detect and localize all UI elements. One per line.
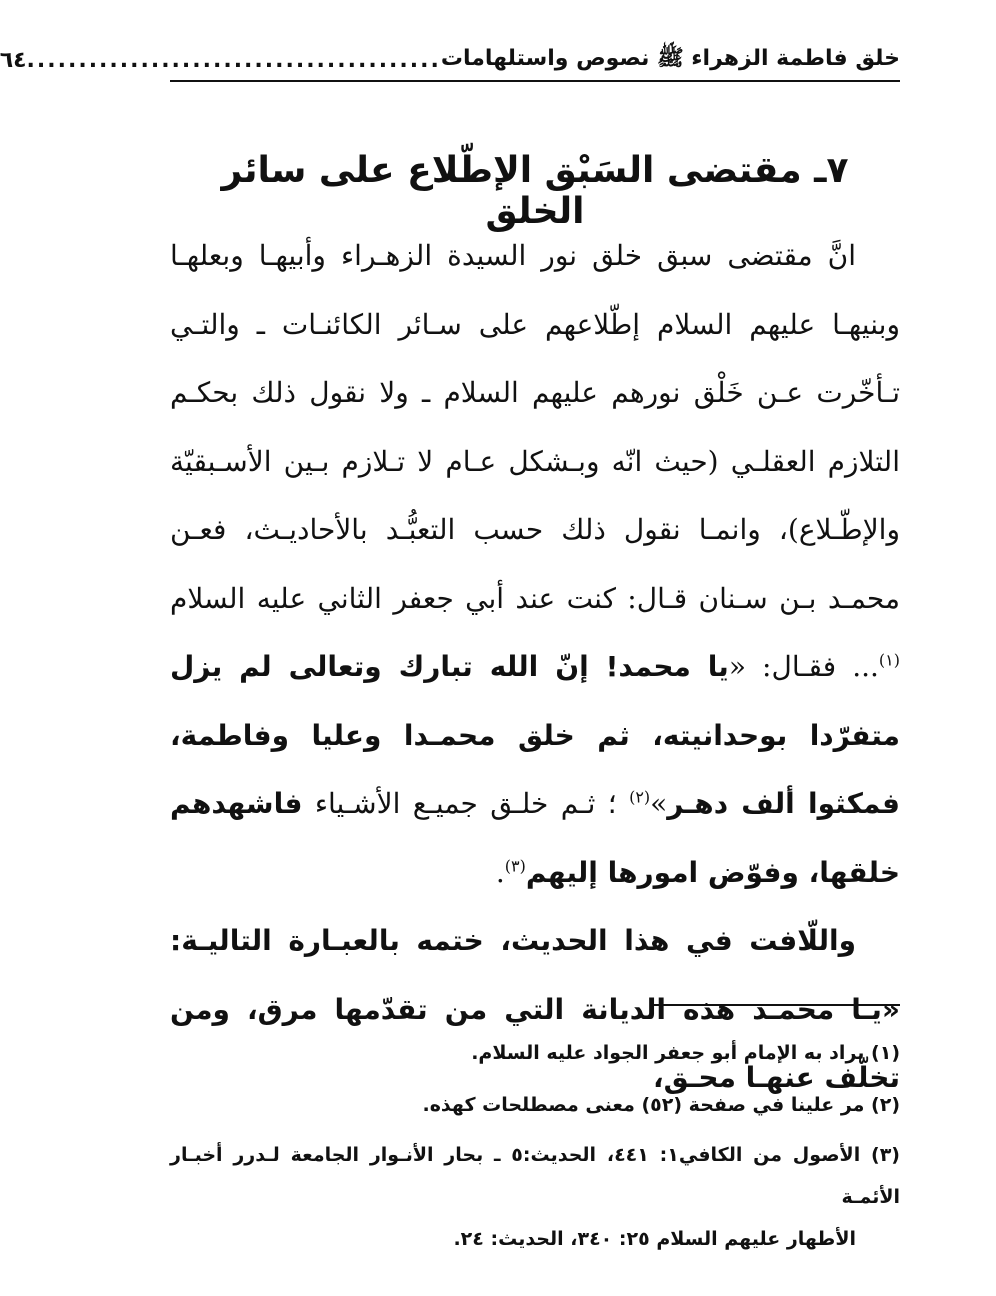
quote-close-mark: »	[650, 787, 668, 820]
footnote-separator	[652, 1004, 900, 1006]
paragraph-1-end: .	[495, 855, 505, 889]
paragraph-1-text-3: ؛ ثـم خلـق جميـع الأشـياء	[302, 787, 630, 820]
header-title: خلق فاطمة الزهراء ﷺ نصوص واستلهامات	[440, 46, 900, 71]
hadith-quote-3: يـا محمـد هذه الديانة التي من تقدّمها مرق، ومن تخلّف عنهـا محـق،	[170, 992, 900, 1094]
paragraph-1-text: انَّ مقتضى سبق خلق نور السيدة الزهـراء وأبيهـا وبعلهـا وبنيهـا عليهم السلام إطّلاعهم على سـائر الكائنـات ـ والتـي تـأخّرت عـن خَلْق نورهم عليهم السلام ـ ولا نقول ذلك بحكـم التلازم العقلـي (حيث انّه وبـشكل عـام لا تـلازم بـين الأسـبقيّة والإطّـلاع)، وانمـا نقول ذلك حسب التعبُّـد بالأحاديـث، فعـن محمـد بـن سـنان قـال: كنت عند أبي جعفر الثاني عليه السلام	[170, 239, 900, 615]
footnote-2: (٢) مر علينا في صفحة (٥٢) معنى مصطلحات كهذه.	[422, 1094, 900, 1116]
footnote-ref-2: (٢)	[629, 787, 651, 807]
header-leader-dots: ........................................	[26, 47, 441, 73]
footnote-3-line-1: (٣) الأصول من الكافي١: ٤٤١، الحديث:٥ ـ بحار الأنـوار الجامعة لـدرر أخبـار الأئمـة	[170, 1144, 900, 1208]
paragraph-2-text: واللّافت في هذا الحديث، ختمه بالعبـارة التاليـة: «	[170, 924, 900, 1026]
footnote-ref-1: (١)	[878, 650, 900, 670]
body-text	[170, 222, 900, 1113]
hadith-quote-1: يا محمد! إنّ الله تبارك وتعالى لم يزل متفرّدا بوحدانيته، ثم خلق محمـدا وعليا وفاطمة، فمكثوا ألف دهـر	[170, 650, 900, 820]
running-header	[0, 40, 900, 82]
footnote-3-line-2: الأطهار عليهم السلام ٢٥: ٣٤٠، الحديث: ٢٤.	[453, 1228, 856, 1250]
footnote-1: (١) يراد به الإمام أبو جعفر الجواد عليه السلام.	[471, 1042, 900, 1064]
page-number: ٦٤	[0, 47, 27, 73]
paragraph-1-text-2: ... فقـال: «	[728, 650, 879, 683]
paragraph-1	[170, 222, 900, 907]
footnote-3	[170, 1134, 900, 1260]
footnote-ref-3: (٣)	[504, 856, 526, 876]
hadith-quote-2: فاشهدهم خلقها، وفوّض امورها إليهم	[170, 787, 900, 889]
section-heading: ٧ـ مقتضى السَبْق الإطّلاع على سائر الخلق	[221, 150, 849, 232]
footnotes	[170, 1030, 900, 1266]
